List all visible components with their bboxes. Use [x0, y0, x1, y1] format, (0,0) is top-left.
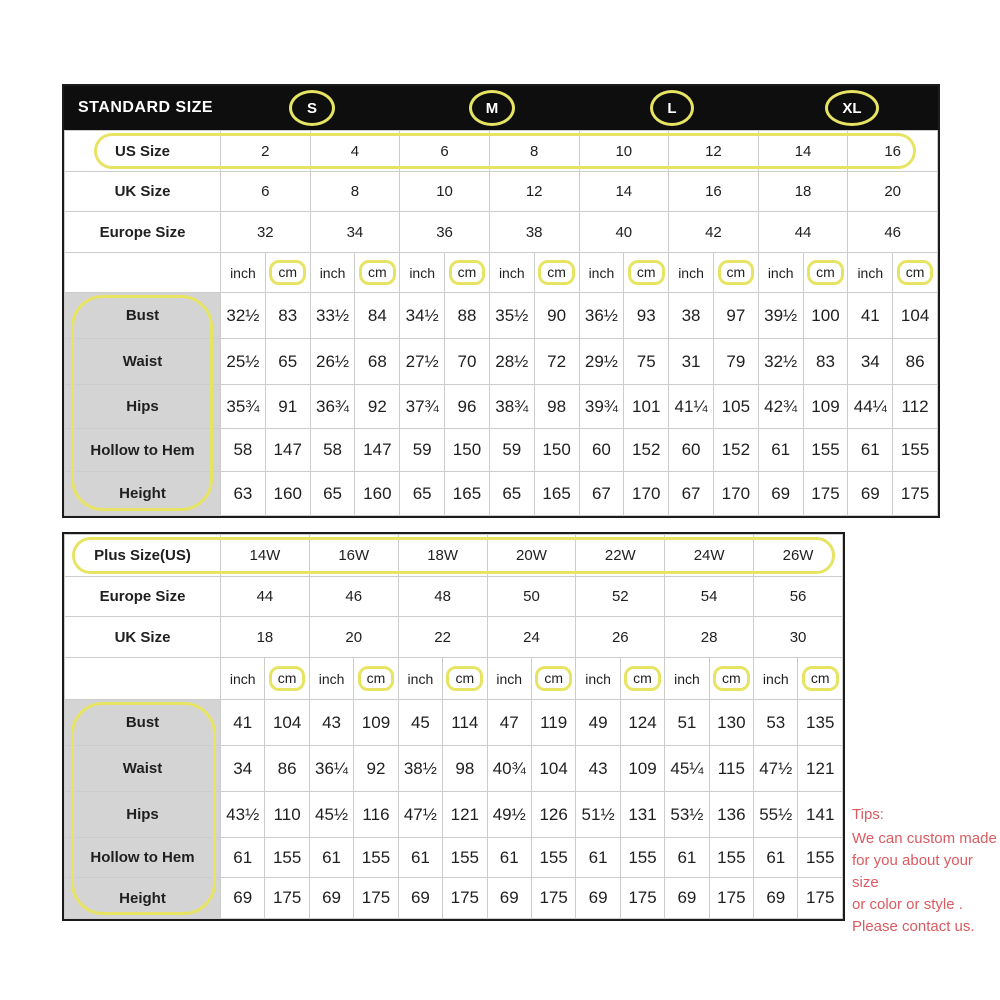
- cm-highlight: cm: [624, 666, 661, 691]
- measure-row-hollow-to-hem: [65, 429, 938, 472]
- unit-row: [65, 658, 843, 700]
- measure-cell: 84: [355, 293, 400, 339]
- cm-highlight: cm: [718, 260, 755, 285]
- measure-cell: 43½: [221, 792, 265, 838]
- size-circle-s: S: [289, 90, 335, 126]
- cm-highlight: cm: [446, 666, 483, 691]
- measure-cell: 115: [709, 746, 753, 792]
- measure-cell: 175: [354, 878, 398, 919]
- measure-cell: 67: [669, 472, 714, 516]
- row-label-hips: Hips: [65, 385, 221, 429]
- unit-inch-cell: inch: [221, 253, 266, 293]
- size-row-uk-size: [65, 617, 843, 658]
- unit-cm-cell: [803, 253, 848, 293]
- measure-cell: 109: [803, 385, 848, 429]
- size-cell: 34: [310, 212, 400, 253]
- measure-cell: 155: [709, 838, 753, 878]
- measure-cell: 155: [354, 838, 398, 878]
- tips-title: Tips:: [852, 806, 884, 823]
- measure-cell: 69: [576, 878, 620, 919]
- measure-cell: 175: [620, 878, 664, 919]
- measure-cell: 155: [265, 838, 309, 878]
- measure-cell: 91: [265, 385, 310, 429]
- measure-cell: 61: [309, 838, 353, 878]
- size-cell: 18W: [398, 535, 487, 577]
- size-cell: 18: [758, 172, 848, 212]
- size-cell: 26W: [754, 535, 843, 577]
- measure-cell: 96: [445, 385, 490, 429]
- measure-cell: 175: [893, 472, 938, 516]
- size-cell: 6: [400, 131, 490, 172]
- measure-cell: 49½: [487, 792, 531, 838]
- measure-cell: 51½: [576, 792, 620, 838]
- measure-cell: 69: [754, 878, 798, 919]
- row-label-hollow-to-hem: Hollow to Hem: [65, 429, 221, 472]
- measure-row-height: [65, 878, 843, 919]
- cm-highlight: cm: [358, 666, 395, 691]
- measure-cell: 61: [848, 429, 893, 472]
- size-cell: 18: [221, 617, 310, 658]
- size-cell: 10: [400, 172, 490, 212]
- measure-cell: 39¾: [579, 385, 624, 429]
- size-cell: 20: [309, 617, 398, 658]
- unit-inch-cell: inch: [579, 253, 624, 293]
- unit-inch-cell: inch: [309, 658, 353, 700]
- unit-row-label: [65, 658, 221, 700]
- row-label-hollow-to-hem: Hollow to Hem: [65, 838, 221, 878]
- measure-cell: 72: [534, 339, 579, 385]
- size-cell: 14W: [221, 535, 310, 577]
- measure-cell: 38: [669, 293, 714, 339]
- cm-highlight: cm: [269, 260, 306, 285]
- measure-cell: 79: [713, 339, 758, 385]
- tips-line: or color or style .: [852, 896, 963, 913]
- measure-cell: 68: [355, 339, 400, 385]
- measure-cell: 93: [624, 293, 669, 339]
- measure-cell: 61: [665, 838, 709, 878]
- size-cell: 22W: [576, 535, 665, 577]
- measure-cell: 101: [624, 385, 669, 429]
- measure-cell: 49: [576, 700, 620, 746]
- measure-cell: 63: [221, 472, 266, 516]
- measure-cell: 97: [713, 293, 758, 339]
- measure-cell: 65: [310, 472, 355, 516]
- measure-cell: 175: [709, 878, 753, 919]
- unit-cm-cell: [354, 658, 398, 700]
- standard-size-header: [64, 86, 938, 130]
- measure-cell: 70: [445, 339, 490, 385]
- unit-inch-cell: inch: [398, 658, 442, 700]
- cm-highlight: cm: [807, 260, 844, 285]
- standard-size-title: STANDARD SIZE: [78, 99, 214, 116]
- measure-cell: 109: [354, 700, 398, 746]
- measure-cell: 42¾: [758, 385, 803, 429]
- measure-cell: 175: [265, 878, 309, 919]
- measure-cell: 27½: [400, 339, 445, 385]
- measure-cell: 109: [620, 746, 664, 792]
- measure-cell: 104: [265, 700, 309, 746]
- size-cell: 20: [848, 172, 938, 212]
- unit-inch-cell: inch: [758, 253, 803, 293]
- cm-highlight: cm: [628, 260, 665, 285]
- size-cell: 16: [848, 131, 938, 172]
- unit-inch-cell: inch: [665, 658, 709, 700]
- measure-cell: 135: [798, 700, 843, 746]
- size-row-plus-size-us: [65, 535, 843, 577]
- measure-cell: 67: [579, 472, 624, 516]
- measure-cell: 92: [355, 385, 400, 429]
- measure-cell: 88: [445, 293, 490, 339]
- measure-cell: 59: [400, 429, 445, 472]
- size-cell: 32: [221, 212, 311, 253]
- measure-cell: 86: [265, 746, 309, 792]
- size-cell: 2: [221, 131, 311, 172]
- size-cell: 8: [489, 131, 579, 172]
- row-label-bust: Bust: [65, 293, 221, 339]
- measure-cell: 165: [534, 472, 579, 516]
- measure-cell: 155: [893, 429, 938, 472]
- unit-cm-cell: [798, 658, 843, 700]
- measure-cell: 160: [355, 472, 400, 516]
- measure-row-waist: [65, 339, 938, 385]
- measure-cell: 131: [620, 792, 664, 838]
- measure-cell: 39½: [758, 293, 803, 339]
- measure-cell: 65: [400, 472, 445, 516]
- measure-cell: 175: [798, 878, 843, 919]
- measure-cell: 90: [534, 293, 579, 339]
- tips-note: [852, 804, 1000, 938]
- measure-cell: 69: [665, 878, 709, 919]
- cm-highlight: cm: [538, 260, 575, 285]
- measure-cell: 147: [265, 429, 310, 472]
- unit-cm-cell: [624, 253, 669, 293]
- cm-highlight: cm: [713, 666, 750, 691]
- measure-cell: 75: [624, 339, 669, 385]
- unit-inch-cell: inch: [400, 253, 445, 293]
- unit-cm-cell: [893, 253, 938, 293]
- plus-size-table: [62, 532, 845, 921]
- size-cell: 16W: [309, 535, 398, 577]
- row-label-uk-size: UK Size: [65, 617, 221, 658]
- cm-highlight: cm: [269, 666, 306, 691]
- row-label-waist: Waist: [65, 339, 221, 385]
- row-label-plus-size-us: Plus Size(US): [65, 535, 221, 577]
- size-cell: 38: [489, 212, 579, 253]
- measure-cell: 61: [487, 838, 531, 878]
- row-label-europe-size: Europe Size: [65, 212, 221, 253]
- measure-cell: 116: [354, 792, 398, 838]
- unit-cm-cell: [445, 253, 490, 293]
- measure-cell: 130: [709, 700, 753, 746]
- measure-cell: 124: [620, 700, 664, 746]
- unit-inch-cell: inch: [487, 658, 531, 700]
- size-cell: 44: [221, 577, 310, 617]
- measure-cell: 114: [443, 700, 487, 746]
- unit-inch-cell: inch: [576, 658, 620, 700]
- measure-cell: 65: [489, 472, 534, 516]
- unit-inch-cell: inch: [221, 658, 265, 700]
- measure-cell: 126: [531, 792, 575, 838]
- measure-cell: 98: [534, 385, 579, 429]
- cm-highlight: cm: [449, 260, 486, 285]
- row-label-us-size: US Size: [65, 131, 221, 172]
- measure-cell: 26½: [310, 339, 355, 385]
- unit-inch-cell: inch: [669, 253, 714, 293]
- size-cell: 48: [398, 577, 487, 617]
- standard-size-grid: [64, 130, 938, 516]
- measure-cell: 69: [309, 878, 353, 919]
- measure-cell: 32½: [758, 339, 803, 385]
- measure-cell: 141: [798, 792, 843, 838]
- size-cell: 44: [758, 212, 848, 253]
- measure-cell: 121: [798, 746, 843, 792]
- unit-cm-cell: [713, 253, 758, 293]
- size-cell: 26: [576, 617, 665, 658]
- measure-cell: 155: [798, 838, 843, 878]
- measure-cell: 36¼: [309, 746, 353, 792]
- size-cell: 12: [669, 131, 759, 172]
- measure-cell: 175: [803, 472, 848, 516]
- row-label-height: Height: [65, 878, 221, 919]
- measure-cell: 47½: [398, 792, 442, 838]
- measure-cell: 147: [355, 429, 400, 472]
- row-label-hips: Hips: [65, 792, 221, 838]
- measure-cell: 69: [758, 472, 803, 516]
- row-label-europe-size: Europe Size: [65, 577, 221, 617]
- measure-cell: 41: [221, 700, 265, 746]
- measure-cell: 155: [803, 429, 848, 472]
- measure-cell: 37¾: [400, 385, 445, 429]
- standard-size-table: [62, 84, 940, 518]
- size-row-uk-size: [65, 172, 938, 212]
- measure-cell: 36½: [579, 293, 624, 339]
- measure-cell: 83: [803, 339, 848, 385]
- unit-row: [65, 253, 938, 293]
- size-cell: 14: [758, 131, 848, 172]
- measure-cell: 36¾: [310, 385, 355, 429]
- measure-cell: 34½: [400, 293, 445, 339]
- unit-inch-cell: inch: [754, 658, 798, 700]
- measure-cell: 110: [265, 792, 309, 838]
- measure-cell: 47: [487, 700, 531, 746]
- measure-cell: 150: [534, 429, 579, 472]
- cm-highlight: cm: [897, 260, 934, 285]
- measure-cell: 86: [893, 339, 938, 385]
- measure-cell: 38½: [398, 746, 442, 792]
- measure-cell: 69: [398, 878, 442, 919]
- measure-cell: 47½: [754, 746, 798, 792]
- measure-cell: 60: [669, 429, 714, 472]
- measure-cell: 59: [489, 429, 534, 472]
- measure-cell: 170: [713, 472, 758, 516]
- unit-cm-cell: [355, 253, 400, 293]
- size-cell: 22: [398, 617, 487, 658]
- measure-cell: 152: [624, 429, 669, 472]
- measure-cell: 104: [893, 293, 938, 339]
- measure-cell: 105: [713, 385, 758, 429]
- measure-cell: 44¼: [848, 385, 893, 429]
- measure-cell: 61: [758, 429, 803, 472]
- measure-cell: 155: [620, 838, 664, 878]
- measure-cell: 43: [309, 700, 353, 746]
- measure-cell: 34: [848, 339, 893, 385]
- cm-highlight: cm: [802, 666, 839, 691]
- size-circle-xl: XL: [825, 90, 879, 126]
- cm-highlight: cm: [359, 260, 396, 285]
- size-row-europe-size: [65, 577, 843, 617]
- measure-cell: 69: [487, 878, 531, 919]
- measure-cell: 152: [713, 429, 758, 472]
- measure-cell: 83: [265, 293, 310, 339]
- size-row-us-size: [65, 131, 938, 172]
- measure-cell: 61: [398, 838, 442, 878]
- unit-row-label: [65, 253, 221, 293]
- measure-cell: 165: [445, 472, 490, 516]
- measure-cell: 170: [624, 472, 669, 516]
- measure-cell: 175: [443, 878, 487, 919]
- measure-cell: 61: [576, 838, 620, 878]
- measure-cell: 31: [669, 339, 714, 385]
- measure-cell: 51: [665, 700, 709, 746]
- row-label-bust: Bust: [65, 700, 221, 746]
- row-label-waist: Waist: [65, 746, 221, 792]
- measure-cell: 32½: [221, 293, 266, 339]
- unit-cm-cell: [620, 658, 664, 700]
- size-cell: 36: [400, 212, 490, 253]
- size-cell: 24: [487, 617, 576, 658]
- measure-cell: 41¼: [669, 385, 714, 429]
- measure-cell: 35½: [489, 293, 534, 339]
- measure-row-height: [65, 472, 938, 516]
- size-cell: 46: [848, 212, 938, 253]
- cm-highlight: cm: [535, 666, 572, 691]
- tips-line: Please contact us.: [852, 918, 975, 935]
- measure-cell: 119: [531, 700, 575, 746]
- tips-line: for you about your size: [852, 852, 973, 891]
- measure-cell: 69: [221, 878, 265, 919]
- size-cell: 12: [489, 172, 579, 212]
- size-cell: 16: [669, 172, 759, 212]
- measure-cell: 136: [709, 792, 753, 838]
- measure-cell: 121: [443, 792, 487, 838]
- measure-cell: 41: [848, 293, 893, 339]
- measure-cell: 33½: [310, 293, 355, 339]
- size-cell: 46: [309, 577, 398, 617]
- size-cell: 14: [579, 172, 669, 212]
- size-cell: 54: [665, 577, 754, 617]
- measure-cell: 160: [265, 472, 310, 516]
- measure-cell: 28½: [489, 339, 534, 385]
- size-row-europe-size: [65, 212, 938, 253]
- size-cell: 4: [310, 131, 400, 172]
- size-cell: 56: [754, 577, 843, 617]
- measure-row-waist: [65, 746, 843, 792]
- unit-cm-cell: [265, 658, 309, 700]
- size-cell: 24W: [665, 535, 754, 577]
- measure-cell: 25½: [221, 339, 266, 385]
- measure-cell: 35¾: [221, 385, 266, 429]
- measure-cell: 100: [803, 293, 848, 339]
- measure-cell: 175: [531, 878, 575, 919]
- measure-cell: 45¼: [665, 746, 709, 792]
- plus-size-grid: [64, 534, 843, 919]
- measure-row-hollow-to-hem: [65, 838, 843, 878]
- measure-cell: 150: [445, 429, 490, 472]
- measure-cell: 29½: [579, 339, 624, 385]
- measure-cell: 38¾: [489, 385, 534, 429]
- unit-inch-cell: inch: [310, 253, 355, 293]
- size-cell: 42: [669, 212, 759, 253]
- size-cell: 30: [754, 617, 843, 658]
- measure-cell: 155: [531, 838, 575, 878]
- size-cell: 40: [579, 212, 669, 253]
- measure-cell: 53: [754, 700, 798, 746]
- row-label-height: Height: [65, 472, 221, 516]
- measure-row-hips: [65, 792, 843, 838]
- unit-cm-cell: [443, 658, 487, 700]
- measure-cell: 61: [754, 838, 798, 878]
- size-cell: 6: [221, 172, 311, 212]
- size-cell: 52: [576, 577, 665, 617]
- unit-cm-cell: [265, 253, 310, 293]
- measure-cell: 53½: [665, 792, 709, 838]
- measure-cell: 58: [221, 429, 266, 472]
- measure-cell: 40¾: [487, 746, 531, 792]
- size-circle-m: M: [469, 90, 515, 126]
- unit-inch-cell: inch: [848, 253, 893, 293]
- measure-cell: 65: [265, 339, 310, 385]
- unit-inch-cell: inch: [489, 253, 534, 293]
- size-cell: 10: [579, 131, 669, 172]
- unit-cm-cell: [534, 253, 579, 293]
- row-label-uk-size: UK Size: [65, 172, 221, 212]
- size-circle-l: L: [650, 90, 694, 126]
- measure-cell: 98: [443, 746, 487, 792]
- tips-line: We can custom made: [852, 830, 997, 847]
- measure-cell: 61: [221, 838, 265, 878]
- measure-cell: 60: [579, 429, 624, 472]
- measure-cell: 55½: [754, 792, 798, 838]
- measure-row-bust: [65, 700, 843, 746]
- unit-cm-cell: [709, 658, 753, 700]
- measure-cell: 69: [848, 472, 893, 516]
- measure-cell: 92: [354, 746, 398, 792]
- size-cell: 50: [487, 577, 576, 617]
- measure-cell: 155: [443, 838, 487, 878]
- measure-row-hips: [65, 385, 938, 429]
- measure-cell: 104: [531, 746, 575, 792]
- measure-cell: 58: [310, 429, 355, 472]
- size-cell: 8: [310, 172, 400, 212]
- size-cell: 28: [665, 617, 754, 658]
- unit-cm-cell: [531, 658, 575, 700]
- measure-cell: 45: [398, 700, 442, 746]
- measure-row-bust: [65, 293, 938, 339]
- measure-cell: 34: [221, 746, 265, 792]
- measure-cell: 45½: [309, 792, 353, 838]
- measure-cell: 112: [893, 385, 938, 429]
- size-cell: 20W: [487, 535, 576, 577]
- measure-cell: 43: [576, 746, 620, 792]
